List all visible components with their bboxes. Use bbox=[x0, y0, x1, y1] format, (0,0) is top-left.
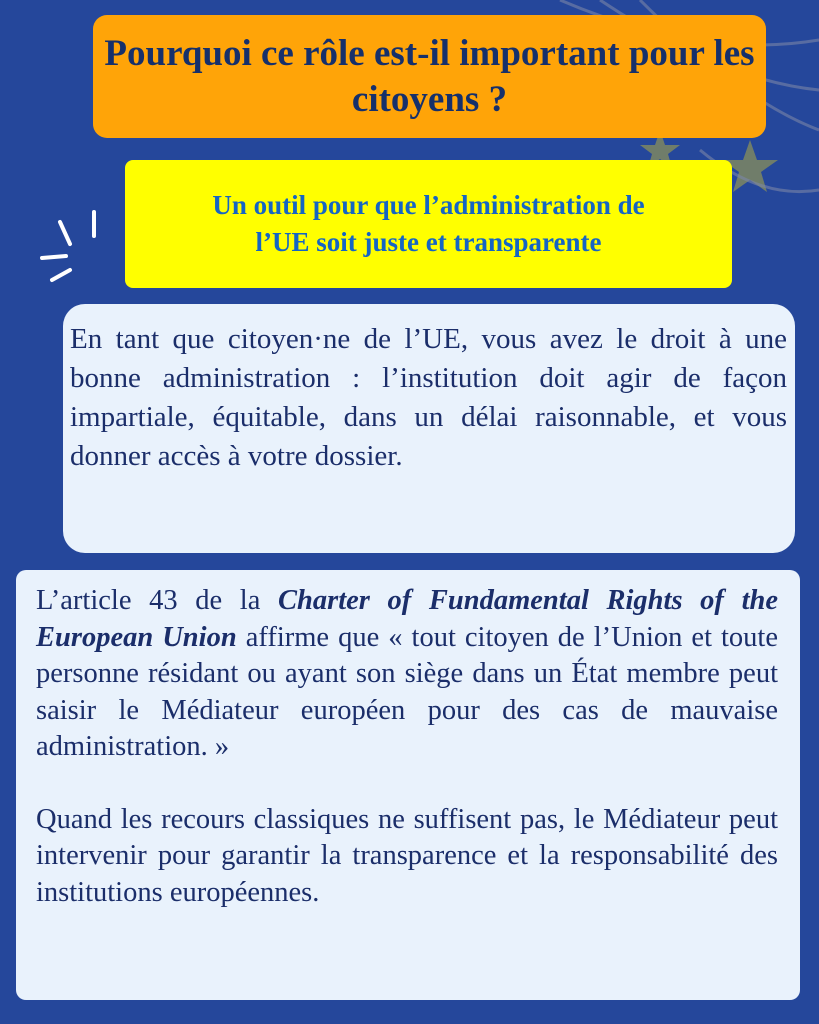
charter-text-before: L’article 43 de la bbox=[36, 585, 279, 616]
charter-paragraph bbox=[36, 583, 778, 766]
subtitle: Un outil pour que l’administration de l’UE soit juste et transparente bbox=[212, 190, 645, 257]
mediator-paragraph: Quand les recours classiques ne suffisent pas, le Médiateur peut intervenir pour garantir la transparence et la responsabilité des institutions européennes. bbox=[36, 803, 778, 908]
page-title: Pourquoi ce rôle est-il important pour les citoyens ? bbox=[104, 32, 755, 120]
charter-card bbox=[16, 570, 800, 1000]
sparkle-icon bbox=[42, 212, 94, 280]
charter-text-after: affirme que « tout citoyen de l’Union et toute personne résidant ou ayant son siège dans un État membre peut saisir le Médiateur européen pour des cas de mauvaise administration. » bbox=[36, 621, 779, 762]
rights-card bbox=[63, 304, 795, 553]
rights-text: En tant que citoyen·ne de l’UE, vous avez le droit à une bonne administration : l’institution doit agir de façon impartiale, équitable, dans un délai raisonnable, et vous donner accès à votre dossier. bbox=[70, 323, 787, 472]
title-banner bbox=[93, 15, 766, 138]
subtitle-banner bbox=[125, 160, 732, 288]
charter-title: Charter of Fundamental Rights of the European Union bbox=[36, 585, 778, 653]
